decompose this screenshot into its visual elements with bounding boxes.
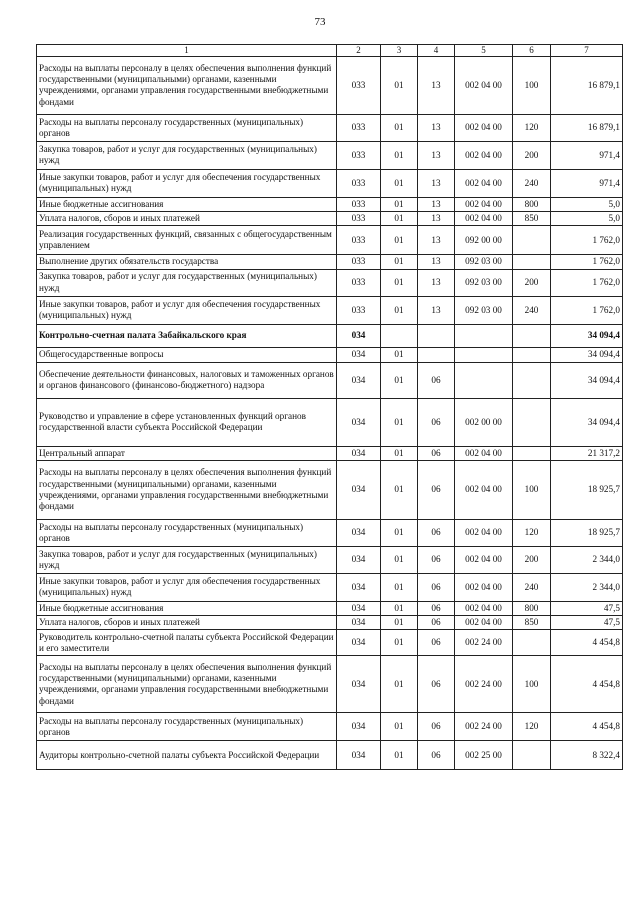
cell-col-7: 971,4 (551, 141, 623, 169)
cell-col-7: 1 762,0 (551, 255, 623, 269)
cell-name: Выполнение других обязательств государства (37, 255, 337, 269)
cell-col-2: 034 (337, 713, 381, 741)
cell-col-2: 034 (337, 630, 381, 656)
cell-col-7: 1 762,0 (551, 226, 623, 255)
table-row (37, 197, 623, 211)
cell-col-3: 01 (381, 630, 418, 656)
cell-col-2: 034 (337, 446, 381, 460)
cell-col-7: 1 762,0 (551, 269, 623, 296)
cell-col-3: 01 (381, 114, 418, 141)
cell-col-6: 120 (513, 519, 551, 546)
cell-col-2: 033 (337, 212, 381, 226)
cell-name: Реализация государственных функций, связанных с общегосударственным управлением (37, 226, 337, 255)
cell-col-7: 4 454,8 (551, 630, 623, 656)
cell-col-2: 033 (337, 197, 381, 211)
cell-col-5: 002 24 00 (455, 630, 513, 656)
cell-col-4: 13 (418, 114, 455, 141)
cell-name: Иные бюджетные ассигнования (37, 197, 337, 211)
cell-col-7: 4 454,8 (551, 656, 623, 713)
cell-col-4: 13 (418, 141, 455, 169)
cell-col-4: 06 (418, 460, 455, 519)
cell-name: Закупка товаров, работ и услуг для государственных (муниципальных) нужд (37, 546, 337, 573)
cell-col-4: 06 (418, 519, 455, 546)
cell-col-3: 01 (381, 347, 418, 362)
cell-name: Закупка товаров, работ и услуг для государственных (муниципальных) нужд (37, 141, 337, 169)
cell-name: Иные бюджетные ассигнования (37, 601, 337, 615)
cell-col-6 (513, 255, 551, 269)
cell-col-5: 002 24 00 (455, 656, 513, 713)
cell-col-4: 06 (418, 713, 455, 741)
cell-col-4: 06 (418, 446, 455, 460)
cell-col-5: 002 24 00 (455, 713, 513, 741)
table-row (37, 546, 623, 573)
cell-col-6: 100 (513, 56, 551, 114)
cell-col-6: 120 (513, 114, 551, 141)
cell-col-4: 13 (418, 197, 455, 211)
cell-name: Аудиторы контрольно-счетной палаты субъекта Российской Федерации (37, 741, 337, 770)
table-row (37, 713, 623, 741)
cell-col-7: 16 879,1 (551, 114, 623, 141)
cell-col-2: 033 (337, 296, 381, 324)
cell-col-6 (513, 362, 551, 398)
cell-col-3: 01 (381, 226, 418, 255)
cell-col-5: 092 03 00 (455, 296, 513, 324)
cell-col-3: 01 (381, 656, 418, 713)
cell-col-2: 034 (337, 362, 381, 398)
cell-col-4: 06 (418, 656, 455, 713)
cell-col-7: 2 344,0 (551, 546, 623, 573)
cell-name: Руководитель контрольно-счетной палаты субъекта Российской Федерации и его заместители (37, 630, 337, 656)
cell-col-3 (381, 324, 418, 347)
cell-col-6: 100 (513, 460, 551, 519)
cell-name: Расходы на выплаты персоналу государственных (муниципальных) органов (37, 713, 337, 741)
cell-col-7: 34 094,4 (551, 362, 623, 398)
cell-col-7: 971,4 (551, 169, 623, 197)
cell-col-3: 01 (381, 519, 418, 546)
cell-col-6: 850 (513, 212, 551, 226)
cell-col-7: 34 094,4 (551, 347, 623, 362)
header-col-7: 7 (551, 45, 623, 57)
cell-name: Иные закупки товаров, работ и услуг для обеспечения государственных (муниципальных) нужд (37, 296, 337, 324)
cell-name: Расходы на выплаты персоналу в целях обеспечения выполнения функций государственными (муниципальными) органами, казенными учреждениями, органами управления государственными внебюджетными фондами (37, 460, 337, 519)
cell-col-4: 06 (418, 616, 455, 630)
cell-name: Уплата налогов, сборов и иных платежей (37, 212, 337, 226)
cell-col-2: 033 (337, 56, 381, 114)
table-row (37, 212, 623, 226)
cell-col-2: 034 (337, 546, 381, 573)
cell-col-3: 01 (381, 460, 418, 519)
cell-col-3: 01 (381, 616, 418, 630)
table-row (37, 296, 623, 324)
cell-col-6: 240 (513, 296, 551, 324)
cell-col-6 (513, 347, 551, 362)
cell-col-7: 8 322,4 (551, 741, 623, 770)
cell-col-3: 01 (381, 296, 418, 324)
cell-col-2: 033 (337, 169, 381, 197)
cell-col-5: 002 04 00 (455, 141, 513, 169)
cell-col-2: 034 (337, 460, 381, 519)
table-row (37, 741, 623, 770)
cell-col-7: 5,0 (551, 197, 623, 211)
cell-col-2: 034 (337, 741, 381, 770)
cell-col-2: 034 (337, 601, 381, 615)
cell-name: Закупка товаров, работ и услуг для государственных (муниципальных) нужд (37, 269, 337, 296)
cell-col-2: 033 (337, 141, 381, 169)
table-row (37, 446, 623, 460)
cell-col-6: 240 (513, 573, 551, 601)
cell-col-4 (418, 324, 455, 347)
cell-col-3: 01 (381, 446, 418, 460)
header-col-1: 1 (37, 45, 337, 57)
cell-col-6: 200 (513, 546, 551, 573)
cell-col-3: 01 (381, 713, 418, 741)
cell-col-3: 01 (381, 398, 418, 446)
cell-col-2: 034 (337, 616, 381, 630)
cell-col-7: 34 094,4 (551, 398, 623, 446)
cell-col-5: 002 04 00 (455, 573, 513, 601)
cell-col-7: 18 925,7 (551, 460, 623, 519)
cell-col-5: 002 04 00 (455, 601, 513, 615)
cell-col-3: 01 (381, 197, 418, 211)
table-row (37, 141, 623, 169)
cell-col-4: 13 (418, 226, 455, 255)
cell-col-6: 240 (513, 169, 551, 197)
cell-col-5: 002 25 00 (455, 741, 513, 770)
table-row (37, 656, 623, 713)
cell-col-5 (455, 347, 513, 362)
header-col-5: 5 (455, 45, 513, 57)
cell-col-2: 034 (337, 347, 381, 362)
table-row (37, 460, 623, 519)
table-row (37, 226, 623, 255)
cell-col-7: 34 094,4 (551, 324, 623, 347)
cell-col-4: 13 (418, 169, 455, 197)
cell-col-2: 034 (337, 656, 381, 713)
page-number: 73 (314, 16, 326, 28)
budget-table (36, 44, 623, 770)
cell-col-5: 002 04 00 (455, 169, 513, 197)
cell-col-5: 002 04 00 (455, 519, 513, 546)
cell-col-4: 06 (418, 601, 455, 615)
cell-col-5: 002 00 00 (455, 398, 513, 446)
cell-col-6 (513, 741, 551, 770)
cell-col-7: 16 879,1 (551, 56, 623, 114)
table-row (37, 114, 623, 141)
cell-col-6: 100 (513, 656, 551, 713)
table-row (37, 56, 623, 114)
cell-col-3: 01 (381, 741, 418, 770)
cell-col-4: 13 (418, 296, 455, 324)
cell-col-5: 002 04 00 (455, 114, 513, 141)
table-row (37, 573, 623, 601)
cell-col-4 (418, 347, 455, 362)
cell-col-7: 18 925,7 (551, 519, 623, 546)
cell-col-5: 002 04 00 (455, 212, 513, 226)
table-body (37, 56, 623, 769)
cell-col-4: 06 (418, 573, 455, 601)
cell-name: Иные закупки товаров, работ и услуг для обеспечения государственных (муниципальных) нужд (37, 169, 337, 197)
cell-col-4: 06 (418, 546, 455, 573)
cell-col-2: 033 (337, 269, 381, 296)
cell-col-5: 002 04 00 (455, 56, 513, 114)
cell-name: Иные закупки товаров, работ и услуг для обеспечения государственных (муниципальных) нужд (37, 573, 337, 601)
cell-col-2: 034 (337, 519, 381, 546)
cell-name: Уплата налогов, сборов и иных платежей (37, 616, 337, 630)
cell-col-5: 002 04 00 (455, 197, 513, 211)
table-row (37, 519, 623, 546)
cell-col-6 (513, 446, 551, 460)
cell-col-6 (513, 226, 551, 255)
header-col-2: 2 (337, 45, 381, 57)
cell-col-2: 034 (337, 324, 381, 347)
cell-col-3: 01 (381, 546, 418, 573)
cell-col-6 (513, 630, 551, 656)
header-col-3: 3 (381, 45, 418, 57)
cell-name: Контрольно-счетная палата Забайкальского края (37, 324, 337, 347)
cell-col-4: 06 (418, 398, 455, 446)
cell-col-6: 120 (513, 713, 551, 741)
cell-col-3: 01 (381, 573, 418, 601)
table-row (37, 616, 623, 630)
header-col-6: 6 (513, 45, 551, 57)
cell-col-6: 850 (513, 616, 551, 630)
cell-col-3: 01 (381, 362, 418, 398)
cell-col-2: 034 (337, 398, 381, 446)
cell-col-7: 47,5 (551, 616, 623, 630)
table-row (37, 324, 623, 347)
table-row (37, 255, 623, 269)
cell-col-4: 13 (418, 212, 455, 226)
cell-col-4: 13 (418, 255, 455, 269)
cell-col-3: 01 (381, 601, 418, 615)
cell-col-3: 01 (381, 269, 418, 296)
cell-name: Обеспечение деятельности финансовых, налоговых и таможенных органов и органов финансового (финансово-бюджетного) надзора (37, 362, 337, 398)
cell-col-5: 002 04 00 (455, 546, 513, 573)
cell-col-6 (513, 398, 551, 446)
cell-col-6 (513, 324, 551, 347)
cell-col-3: 01 (381, 212, 418, 226)
cell-col-7: 1 762,0 (551, 296, 623, 324)
cell-col-4: 06 (418, 362, 455, 398)
cell-name: Расходы на выплаты персоналу в целях обеспечения выполнения функций государственными (муниципальными) органами, казенными учреждениями, органами управления государственными внебюджетными фондами (37, 656, 337, 713)
cell-name: Общегосударственные вопросы (37, 347, 337, 362)
cell-name: Центральный аппарат (37, 446, 337, 460)
cell-col-5: 002 04 00 (455, 616, 513, 630)
cell-col-2: 033 (337, 255, 381, 269)
cell-col-6: 800 (513, 601, 551, 615)
header-col-4: 4 (418, 45, 455, 57)
cell-col-7: 5,0 (551, 212, 623, 226)
cell-col-6: 800 (513, 197, 551, 211)
cell-col-7: 4 454,8 (551, 713, 623, 741)
cell-col-6: 200 (513, 269, 551, 296)
cell-col-2: 033 (337, 114, 381, 141)
cell-col-2: 033 (337, 226, 381, 255)
cell-col-5 (455, 324, 513, 347)
cell-col-7: 2 344,0 (551, 573, 623, 601)
cell-col-4: 06 (418, 630, 455, 656)
table-row (37, 362, 623, 398)
cell-name: Расходы на выплаты персоналу государственных (муниципальных) органов (37, 519, 337, 546)
table-header-row (37, 45, 623, 57)
cell-name: Расходы на выплаты персоналу в целях обеспечения выполнения функций государственными (муниципальными) органами, казенными учреждениями, органами управления государственными внебюджетными фондами (37, 56, 337, 114)
cell-col-5: 002 04 00 (455, 460, 513, 519)
cell-col-7: 21 317,2 (551, 446, 623, 460)
cell-name: Руководство и управление в сфере установленных функций органов государственной власти субъекта Российской Федерации (37, 398, 337, 446)
cell-col-5: 092 03 00 (455, 255, 513, 269)
cell-col-3: 01 (381, 56, 418, 114)
cell-col-4: 06 (418, 741, 455, 770)
table-row (37, 630, 623, 656)
table-row (37, 398, 623, 446)
cell-col-3: 01 (381, 169, 418, 197)
cell-col-4: 13 (418, 56, 455, 114)
cell-col-3: 01 (381, 141, 418, 169)
cell-name: Расходы на выплаты персоналу государственных (муниципальных) органов (37, 114, 337, 141)
cell-col-5: 002 04 00 (455, 446, 513, 460)
cell-col-5 (455, 362, 513, 398)
cell-col-3: 01 (381, 255, 418, 269)
cell-col-5: 092 03 00 (455, 269, 513, 296)
cell-col-6: 200 (513, 141, 551, 169)
cell-col-7: 47,5 (551, 601, 623, 615)
cell-col-2: 034 (337, 573, 381, 601)
cell-col-4: 13 (418, 269, 455, 296)
table-row (37, 169, 623, 197)
table-row (37, 601, 623, 615)
table-row (37, 347, 623, 362)
cell-col-5: 092 00 00 (455, 226, 513, 255)
table-row (37, 269, 623, 296)
